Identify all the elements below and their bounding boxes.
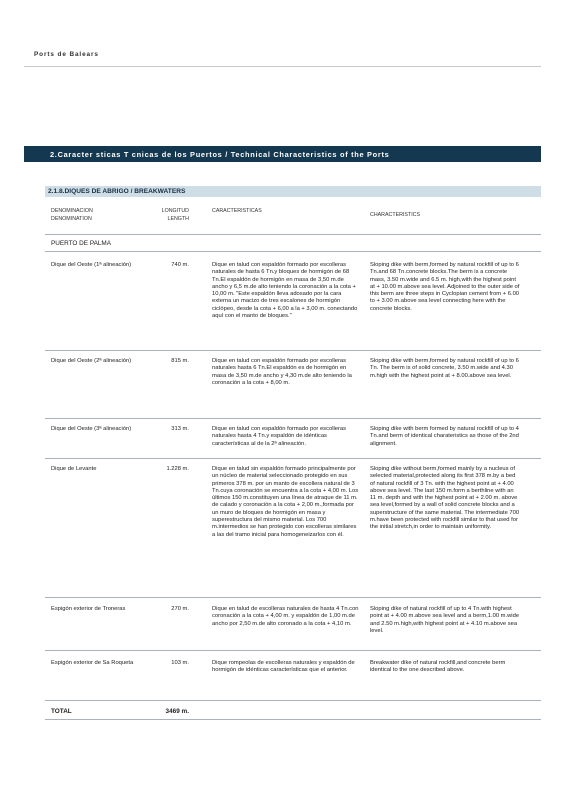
row-characteristics-en: Sloping dike with berm,formed by natural rockfill of up to 6 Tn.and 68 Tn.concrete blocks.The berm is a concrete mass, 3.50 m.wide and 6.5 m. high,with the highest point at + 10.00 m.above sea level. Adjoined to the outer side of this berm are three steps in Cyclopian cement from + 6.00 to + 3.00 m.above sea level connecting here with the concrete blocks. [370,262,520,312]
table-rule [45,234,541,235]
row-length: 815 m. [171,358,189,364]
table-rule [45,458,541,459]
column-header-characteristics-en: CHARACTERISTICS [370,212,421,218]
document-header: Ports de Balears [34,51,99,58]
table-rule [45,597,541,598]
subsection-title: 2.1.8.DIQUES DE ABRIGO / BREAKWATERS [45,186,541,197]
row-characteristics-es: Dique en talud con espaldón formado por escolleras naturales hasta 4 Tn.y espaldón de idénticas características al de la 2ª alineación. [212,426,347,447]
row-name: Dique del Oeste (3ª alineación) [51,426,132,432]
row-length: 270 m. [171,606,189,612]
column-header-denomination-en: DENOMINATION [51,216,92,222]
total-value: 3469 m. [165,708,189,715]
row-characteristics-en: Sloping dike with berm formed by natural rockfill of up to 4 Tn.and berm of identical charateristics as those of the 2nd alignment. [370,426,519,447]
table-rule [45,350,541,351]
row-characteristics-es: Dique rompeolas de escolleras naturales y espaldón de hormigón de idénticas características que el anterior. [212,660,355,674]
section-title-bar: 2.Caracter sticas T cnicas de los Puertos / Technical Characteristics of the Ports [24,146,541,162]
row-characteristics-en: Sloping dike of natural rockfill of up to 4 Tn.with highest point at + 4.00 m.above sea level and a berm,1.00 m.wide and 2.50 m.high,with highest point at + 4.10 m.above sea level. [370,606,520,634]
row-name: Dique del Oeste (2ª alineación) [51,358,132,364]
row-name: Espigón exterior de Troneras [51,606,126,612]
row-length: 313 m. [171,426,189,432]
column-header-denomination-es: DENOMINACION [51,208,93,214]
row-characteristics-es: Dique en talud de escolleras naturales de hasta 4 Tn.con coronación a la cota + 4,00 m. y espaldón de 1,00 m.de ancho por 2,50 m.de alto coronado a la cota + 4,10 m. [212,606,359,627]
table-rule [45,700,541,701]
column-header-length-es: LONGITUD [161,208,189,214]
total-label: TOTAL [51,708,72,715]
table-rule [45,719,541,720]
table-rule [45,650,541,651]
row-length: 1.228 m. [166,466,189,472]
column-header-length-en: LENGTH [167,216,189,222]
column-header-characteristics-es: CARACTERISTICAS [212,208,262,214]
row-characteristics-en: Sloping dike with berm,formed by natural rockfill of up to 6 Tn. The berm is of solid concrete, 3.50 m.wide and 4.30 m.high with the highest point at + 8.00.above sea level. [370,358,519,379]
row-name: Dique del Oeste (1ª alineación) [51,262,132,268]
row-characteristics-en: Sloping dike without berm,formed mainly by a nucleus of selected material,protected along its first 378 m.by a bed of natural rockfill of 3 Tn. with the highest point at + 4.00 above sea level. The last 150 m.form a berthline with an 11 m. depth and with the highest point at + 2.00 m. above sea level,formed by a wall of solid concrete blocks and a superstructure of the same material. The intermediate 700 m.have been protected with rockfill similar to that used for the initial stretch,in order to maintain uniformity. [370,466,520,531]
row-characteristics-es: Dique en talud sin espaldón formado principalmente por un núcleo de material seleccionado protegido en sus primeros 378 m. por un manto de escollera natural de 3 Tn.cuya coronación se encuentra a la cota + 4,00 m. Los últimos 150 m.constituyen una línea de atraque de 11 m. de calado y coronación a la cota + 2,00 m.,formada por un muro de bloques de hormigón en masa y superestructura del mismo material. Los 700 m.intermedios se han protegido con escolleras similares a las del tramo inicial para homogeneizarlos con él. [212,466,359,538]
row-name: Espigón exterior de Sa Roqueta [51,660,134,666]
port-name: PUERTO DE PALMA [51,240,112,247]
header-divider [24,66,541,67]
row-characteristics-es: Dique en talud con espaldón formado por escolleras naturales hasta 6 Tn.El espaldón es de hormigón en masa de 3,50 m.de ancho y 4,30 m.de alto teniendo la coronación a la cota + 8,00 m. [212,358,352,386]
row-length: 740 m. [171,262,189,268]
row-characteristics-en: Breakwater dike of natural rockfill,and concrete berm identical to the one described above. [370,660,506,674]
row-name: Dique de Levante [51,466,97,472]
row-characteristics-es: Dique en talud con espaldón formado por escolleras naturales de hasta 6 Tn.y bloques de hormigón de 68 Tn.El espaldón de hormigón en masa de 3,50 m.de ancho y 6,5 m.de alto teniendo la coronación a la cota + 10,00 m. "Este espaldón lleva adosado por la cara externa un macizo de tres escalones de hormigón ciclópeo, desde la cota + 6,00 a la + 3,00 m. conectando aquí con el manto de bloques." [212,262,358,320]
column-header-denomination [51,207,93,223]
row-length: 103 m. [171,660,189,666]
table-rule [45,418,541,419]
table-rule [45,251,541,252]
column-header-length [146,207,189,223]
